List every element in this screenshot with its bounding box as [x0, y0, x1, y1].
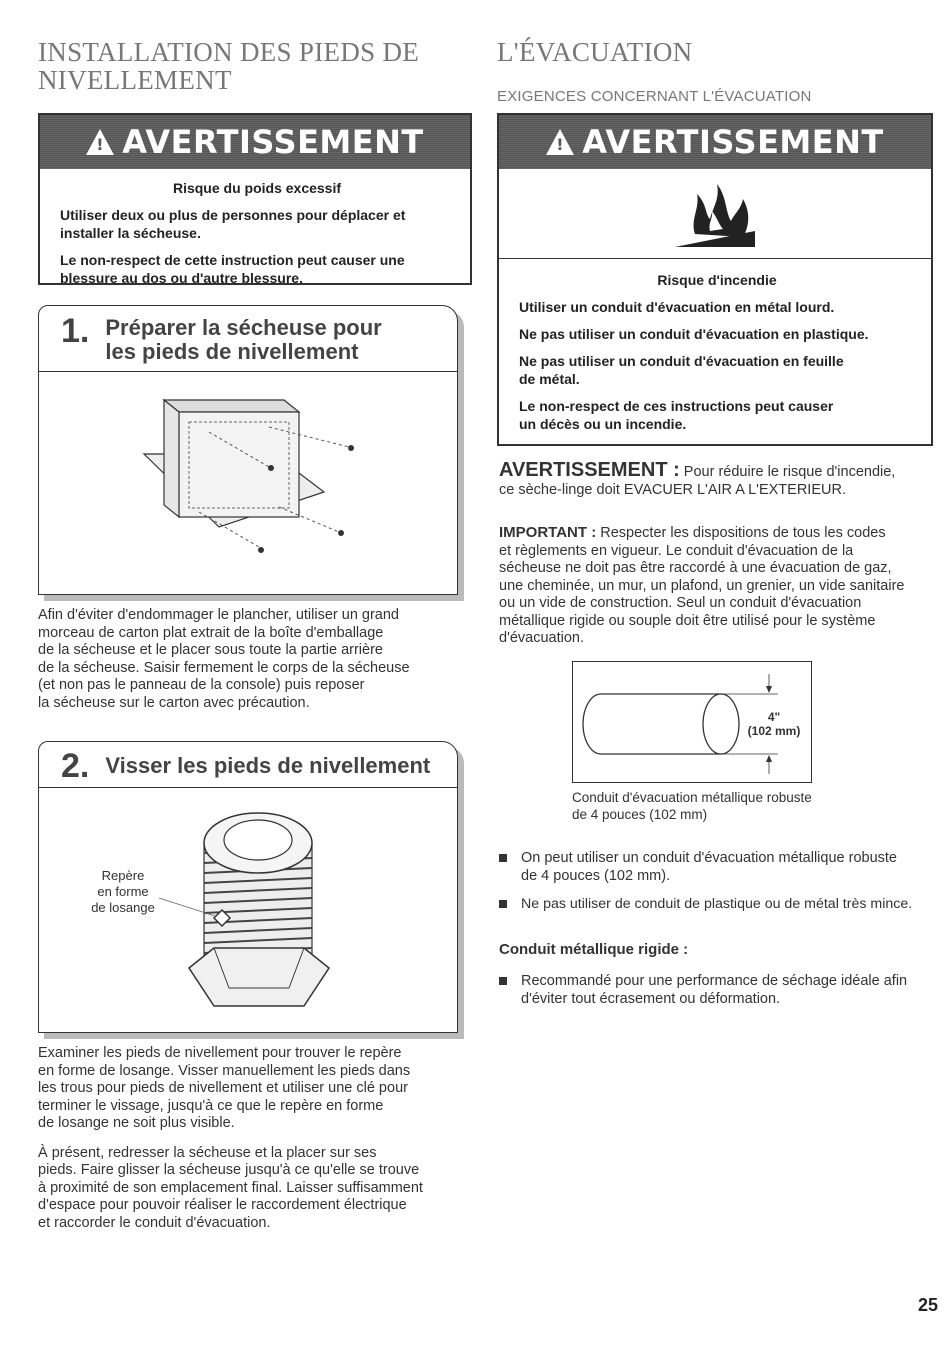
- warning-header: [40, 115, 470, 169]
- warning-triangle-icon: [86, 129, 114, 155]
- warning-keyword: AVERTISSEMENT :: [499, 459, 680, 481]
- step2-text-line: de losange ne soit plus visible.: [38, 1115, 235, 1131]
- warning-body: [499, 259, 931, 450]
- important-text-line: sécheuse ne doit pas être raccordé à une évacuation de gaz,: [499, 560, 892, 576]
- warning-risk: Risque du poids excessif: [172, 180, 342, 196]
- list-item: [499, 972, 939, 1008]
- step2-text-line: pieds. Faire glisser la sécheuse jusqu'à ce qu'elle se trouve: [38, 1162, 420, 1178]
- important-keyword: IMPORTANT :: [499, 524, 597, 541]
- warning-text: Pour réduire le risque d'incendie,: [679, 464, 896, 480]
- list-item-line: de 4 pouces (102 mm).: [521, 868, 671, 884]
- step2-text-line: À présent, redresser la sécheuse et la placer sur ses: [38, 1144, 377, 1161]
- section-title-leveling-feet: [38, 38, 474, 94]
- step2-text-line: en forme de losange. Visser manuellement les pieds dans: [38, 1062, 411, 1079]
- right-column: [497, 38, 937, 105]
- important-text-line: d'évacuation.: [499, 630, 584, 646]
- diamond-mark-callout: [83, 868, 163, 916]
- warning-text-line2: ce sèche-linge doit EVACUER L'AIR A L'EXTERIEUR.: [499, 481, 846, 498]
- step1-box: [38, 305, 458, 595]
- fire-warning-box: [497, 113, 933, 446]
- left-column: [38, 38, 474, 94]
- list-item-line: Recommandé pour une performance de séchage idéale afin: [521, 973, 908, 989]
- step1-text-line: de la sécheuse. Saisir fermement le corps de la sécheuse: [38, 659, 410, 676]
- step2-text-line: Examiner les pieds de nivellement pour trouver le repère: [38, 1045, 402, 1061]
- warning-triangle-icon: [546, 129, 574, 155]
- step2-text-line: terminer le vissage, jusqu'à ce que le repère en forme: [38, 1097, 384, 1114]
- step2-text-line: d'espace pour pouvoir réaliser le raccordement électrique: [38, 1197, 407, 1213]
- step1-header: [39, 306, 457, 372]
- important-paragraph: [499, 524, 939, 648]
- step2-text-line: à proximité de son emplacement final. Laisser suffisamment: [38, 1179, 423, 1196]
- important-text-line: ou un vide de construction. Seul un conduit d'évacuation: [499, 595, 862, 611]
- duct-caption-line2: de 4 pouces (102 mm): [572, 807, 708, 822]
- list-item-line: On peut utiliser un conduit d'évacuation métallique robuste: [521, 850, 897, 866]
- warning-line2: Ne pas utiliser un conduit d'évacuation en plastique.: [519, 326, 869, 342]
- step1-title-line1: Préparer la sécheuse pour: [105, 315, 382, 340]
- callout-line: de losange: [91, 900, 155, 915]
- warning-line3a: Ne pas utiliser un conduit d'évacuation en feuille: [519, 353, 844, 369]
- step2-paragraph2: [38, 1145, 468, 1233]
- warning-label: AVERTISSEMENT: [582, 123, 884, 161]
- warning-line4b: un décès ou un incendie.: [519, 416, 687, 432]
- step2-text-line: et raccorder le conduit d'évacuation.: [38, 1214, 271, 1231]
- duct-caption: [572, 789, 832, 823]
- warning-paragraph: [499, 459, 939, 499]
- step1-text-line: (et non pas le panneau de la console) puis reposer: [38, 677, 365, 693]
- important-text-line: une cheminée, un mur, un plafond, un grenier, un vide sanitaire: [499, 577, 905, 594]
- step2-paragraph1: [38, 1045, 468, 1133]
- page-number: 25: [917, 1295, 938, 1315]
- step2-title: Visser les pieds de nivellement: [105, 752, 431, 778]
- step1-text-line: morceau de carton plat extrait de la boîte d'emballage: [38, 624, 384, 641]
- step2-text: [38, 1045, 468, 1244]
- step1-number: 1.: [61, 312, 90, 350]
- warning-body: [40, 169, 470, 304]
- dryer-on-cardboard-illustration: [39, 372, 457, 594]
- list-item-line: d'éviter tout écrasement ou déformation.: [521, 991, 781, 1007]
- venting-requirements-subtitle: EXIGENCES CONCERNANT L'ÉVACUATION: [497, 88, 812, 105]
- warning-line4: [519, 397, 915, 433]
- step2-number: 2.: [61, 746, 90, 785]
- important-text-line: et règlements en vigueur. Le conduit d'évacuation de la: [499, 542, 854, 559]
- section-title-line2: NIVELLEMENT: [38, 65, 232, 95]
- fire-icon: [665, 179, 765, 249]
- duct-diagram-box: [572, 661, 812, 783]
- list-item: Ne pas utiliser de conduit de plastique ou de métal très mince.: [499, 895, 941, 913]
- duct-caption-line1: Conduit d'évacuation métallique robuste: [572, 790, 812, 805]
- warning-risk: Risque d'incendie: [657, 272, 777, 288]
- step1-text-line: la sécheuse sur le carton avec précaution.: [38, 694, 310, 711]
- callout-line: en forme: [97, 884, 149, 899]
- duct-dimension-mm: (102 mm): [747, 724, 801, 738]
- warning-line3: [519, 352, 915, 388]
- warning-line4a: Le non-respect de ces instructions peut causer: [519, 398, 834, 414]
- rigid-duct-list: [499, 972, 939, 1018]
- list-item: [499, 849, 941, 885]
- step1-text: [38, 607, 468, 712]
- section-title-line1: INSTALLATION DES PIEDS DE: [38, 37, 420, 67]
- step2-header: [39, 742, 457, 788]
- step1-title-line2: les pieds de nivellement: [105, 339, 359, 364]
- step1-text-line: de la sécheuse et le placer sous toute la partie arrière: [38, 642, 383, 658]
- important-text-line: métallique rigide ou souple doit être utilisé pour le système: [499, 612, 876, 629]
- warning-header: [499, 115, 931, 169]
- fire-icon-area: [499, 169, 931, 259]
- duct-requirements-list: [499, 849, 941, 923]
- step1-text-line: Afin d'éviter d'endommager le plancher, utiliser un grand: [38, 607, 399, 623]
- section-title-venting: L'ÉVACUATION: [497, 37, 693, 67]
- warning-label: AVERTISSEMENT: [122, 123, 424, 161]
- warning-line1: Utiliser deux ou plus de personnes pour déplacer et installer la sécheuse.: [60, 207, 406, 241]
- duct-dimension-label: [741, 710, 807, 738]
- warning-line3b: de métal.: [519, 371, 580, 387]
- step1-title: [105, 316, 381, 364]
- step2-box: [38, 741, 458, 1033]
- duct-dimension-inches: 4": [767, 710, 781, 724]
- rigid-duct-title: Conduit métallique rigide :: [499, 941, 689, 958]
- step2-text-line: les trous pour pieds de nivellement et utiliser une clé pour: [38, 1080, 408, 1096]
- callout-line: Repère: [101, 868, 145, 883]
- weight-warning-box: [38, 113, 472, 285]
- warning-line2: Le non-respect de cette instruction peut causer une blessure au dos ou d'autre blessure.: [60, 252, 405, 286]
- important-text: Respecter les dispositions de tous les codes: [596, 525, 886, 541]
- warning-line1: Utiliser un conduit d'évacuation en métal lourd.: [519, 299, 835, 315]
